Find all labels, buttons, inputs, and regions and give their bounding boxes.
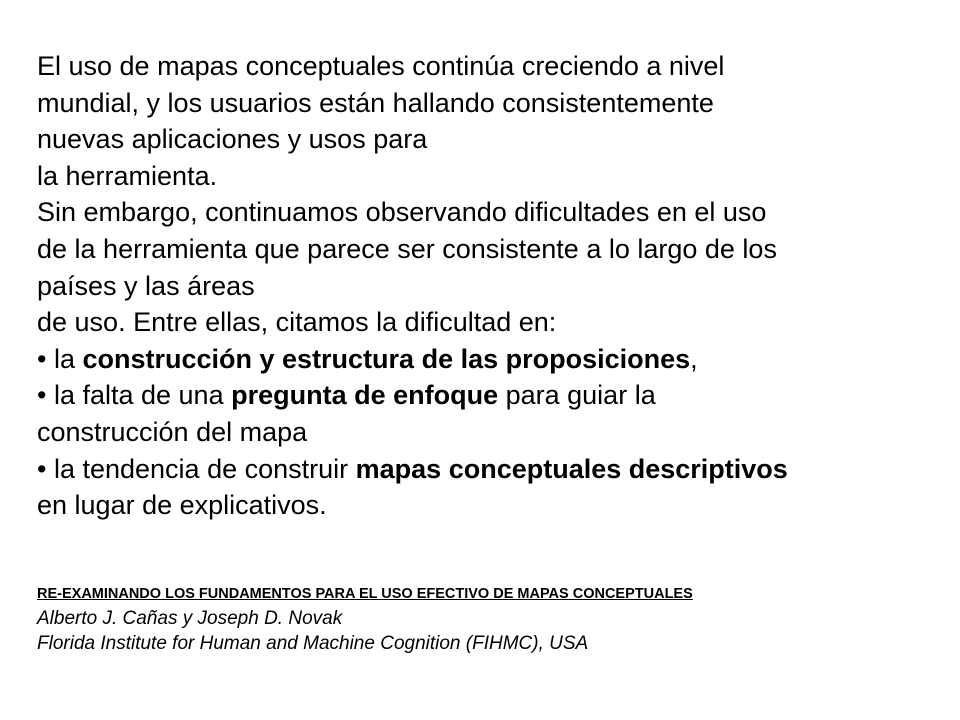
bullet-emphasis: pregunta de enfoque (231, 380, 499, 411)
paragraph-2-line: países y las áreas (37, 270, 255, 301)
paragraph-1-line: mundial, y los usuarios están hallando consistentemente (37, 87, 714, 118)
bullet-text: para guiar la (498, 380, 656, 411)
bullet-text: , (690, 343, 698, 374)
bullet-item (37, 377, 937, 414)
reference-authors: Alberto J. Cañas y Joseph D. Novak (37, 608, 343, 629)
slide-body (37, 48, 937, 524)
bullet-item (37, 341, 937, 378)
reference-institution: Florida Institute for Human and Machine Cognition (FIHMC), USA (37, 633, 589, 654)
bullet-emphasis: mapas conceptuales descriptivos (355, 453, 788, 484)
paragraph-1-line: El uso de mapas conceptuales continúa creciendo a nivel (37, 51, 725, 81)
paragraph-1-line: la herramienta. (37, 160, 218, 191)
bullet-text: • la falta de una (37, 380, 232, 411)
bullet-text: • la (37, 343, 83, 374)
paragraph-2-line: de uso. Entre ellas, citamos la dificultad en: (37, 307, 557, 338)
paragraph-2-line: de la herramienta que parece ser consistente a lo largo de los (37, 233, 777, 264)
reference-title: RE-EXAMINANDO LOS FUNDAMENTOS PARA EL USO EFECTIVO DE MAPAS CONCEPTUALES (37, 586, 693, 602)
bullet-continuation: construcción del mapa (37, 416, 308, 447)
bullet-item (37, 451, 937, 488)
paragraph-2-line: Sin embargo, continuamos observando dificultades en el uso (37, 197, 767, 228)
bullet-text: • la tendencia de construir (37, 453, 356, 484)
bullet-emphasis: construcción y estructura de las proposiciones (82, 343, 691, 374)
reference-block (37, 582, 937, 656)
paragraph-1-line: nuevas aplicaciones y usos para (37, 124, 428, 155)
bullet-continuation: en lugar de explicativos. (37, 490, 327, 521)
